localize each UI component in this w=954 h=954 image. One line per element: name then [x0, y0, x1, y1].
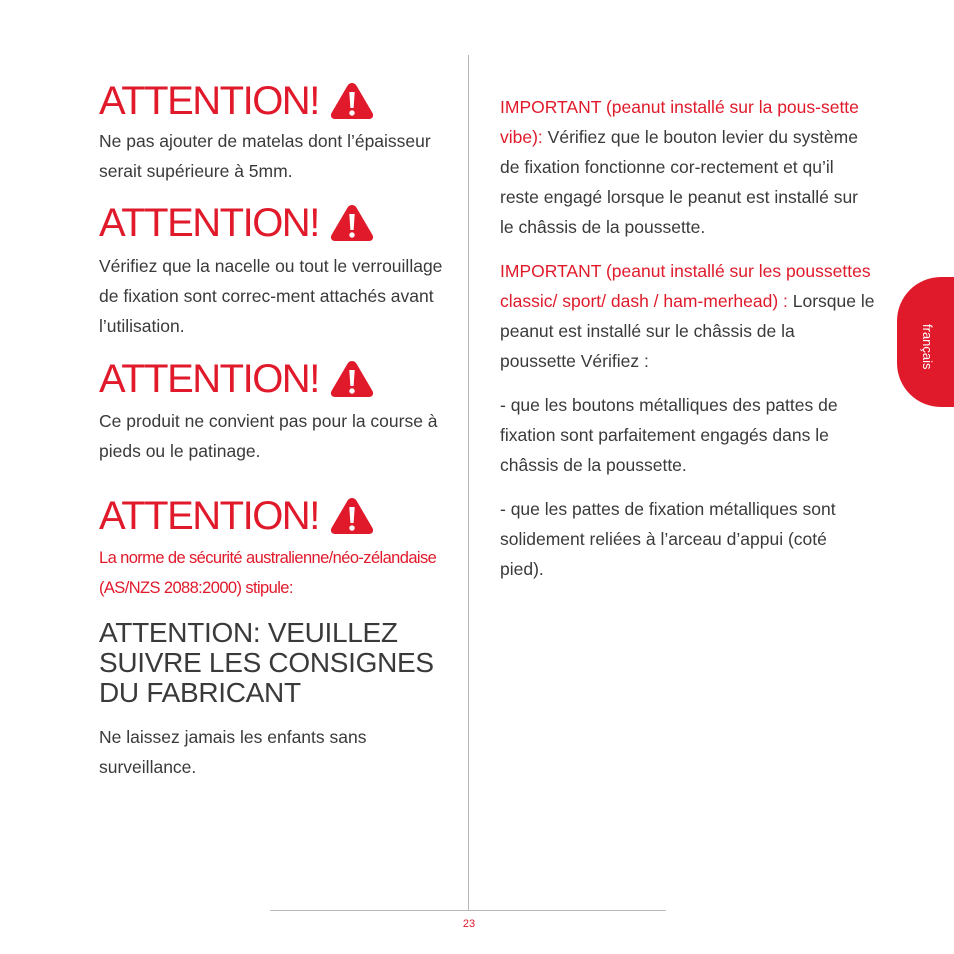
- vibe-paragraph: [500, 92, 875, 242]
- strollers-paragraph: [500, 256, 875, 376]
- language-tab-label: français: [920, 324, 935, 370]
- attention-heading-2: [99, 201, 375, 245]
- strollers-text: Lorsque le peanut est installé sur le châssis de la poussette Vérifiez :: [500, 291, 875, 371]
- column-divider: [468, 55, 469, 910]
- right-column: [500, 92, 875, 598]
- supervision-text: Ne laissez jamais les enfants sans surveillance.: [99, 727, 367, 777]
- warning-triangle-icon: [329, 203, 375, 243]
- attention-text-1: Ne pas ajouter de matelas dont l’épaisseur serait supérieure à 5mm.: [99, 131, 431, 181]
- attention-title: ATTENTION!: [99, 79, 319, 123]
- attention-title: ATTENTION!: [99, 201, 319, 245]
- warning-triangle-icon: [329, 359, 375, 399]
- attention-text-2: Vérifiez que la nacelle ou tout le verrouillage de fixation sont correc-ment attachés avant l’utilisation.: [99, 256, 443, 336]
- attention-title: ATTENTION!: [99, 357, 319, 401]
- page-number: 23: [462, 918, 476, 930]
- metal-buttons-item: - que les boutons métalliques des pattes de fixation sont parfaitement engagés dans le châssis de la poussette.: [500, 395, 838, 475]
- attention-text-3: Ce produit ne convient pas pour la course à pieds ou le patinage.: [99, 411, 438, 461]
- vibe-text: Vérifiez que le bouton levier du système de fixation fonctionne cor-rectement et qu’il reste engagé lorsque le peanut est installé sur le châssis de la poussette.: [500, 127, 859, 237]
- warning-triangle-icon: [329, 81, 375, 121]
- vibe-important-label: IMPORTANT (peanut installé sur la pous-sette vibe):: [500, 97, 859, 147]
- footer-divider: [270, 910, 666, 911]
- attention-title: ATTENTION!: [99, 494, 319, 538]
- standard-notice: La norme de sécurité australienne/néo-zélandaise (AS/NZS 2088:2000) stipule:: [99, 549, 437, 597]
- manufacturer-instructions-heading: ATTENTION: VEUILLEZ SUIVRE LES CONSIGNES DU FABRICANT: [99, 617, 434, 708]
- metal-tabs-item: - que les pattes de fixation métalliques sont solidement reliées à l’arceau d’appui (coté pied).: [500, 499, 836, 579]
- warning-triangle-icon: [329, 496, 375, 536]
- attention-heading-1: [99, 79, 375, 123]
- strollers-important-label: IMPORTANT (peanut installé sur les poussettes classic/ sport/ dash / ham-merhead) :: [500, 261, 871, 311]
- attention-heading-4: [99, 494, 375, 538]
- attention-heading-3: [99, 357, 375, 401]
